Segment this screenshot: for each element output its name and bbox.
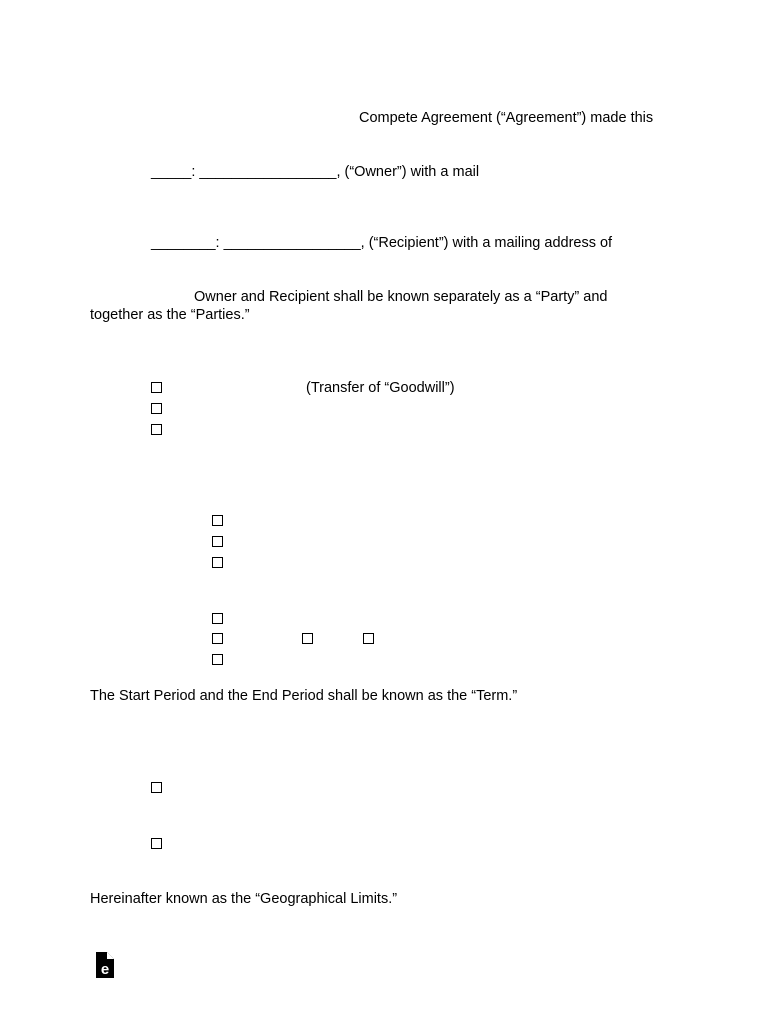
checkbox-end-1[interactable] bbox=[212, 613, 223, 624]
checkbox-consideration-1[interactable] bbox=[151, 382, 162, 393]
checkbox-end-2-option-b[interactable] bbox=[363, 633, 374, 644]
document-e-logo-icon bbox=[94, 952, 114, 978]
geo-limits-sentence: Hereinafter known as the “Geographical Limits.” bbox=[90, 891, 398, 907]
checkbox-start-1[interactable] bbox=[212, 515, 223, 526]
owner-line: _____: _________________, (“Owner”) with a mail bbox=[151, 164, 480, 180]
recipient-line: ________: _________________, (“Recipient”) with a mailing address of bbox=[151, 235, 613, 251]
checkbox-end-3[interactable] bbox=[212, 654, 223, 665]
parties-line-2: together as the “Parties.” bbox=[90, 307, 250, 323]
checkbox-start-3[interactable] bbox=[212, 557, 223, 568]
term-sentence: The Start Period and the End Period shall be known as the “Term.” bbox=[90, 688, 518, 704]
checkbox-consideration-2[interactable] bbox=[151, 403, 162, 414]
checkbox-start-2[interactable] bbox=[212, 536, 223, 547]
checkbox-end-2[interactable] bbox=[212, 633, 223, 644]
checkbox-consideration-3[interactable] bbox=[151, 424, 162, 435]
checkbox-geo-1[interactable] bbox=[151, 782, 162, 793]
agreement-intro-line: Compete Agreement (“Agreement”) made this bbox=[359, 110, 654, 126]
checkbox-end-2-option-a[interactable] bbox=[302, 633, 313, 644]
logo-letter: e bbox=[100, 961, 110, 978]
goodwill-label: (Transfer of “Goodwill”) bbox=[306, 380, 455, 396]
parties-line-1: Owner and Recipient shall be known separately as a “Party” and bbox=[194, 289, 608, 305]
checkbox-geo-2[interactable] bbox=[151, 838, 162, 849]
